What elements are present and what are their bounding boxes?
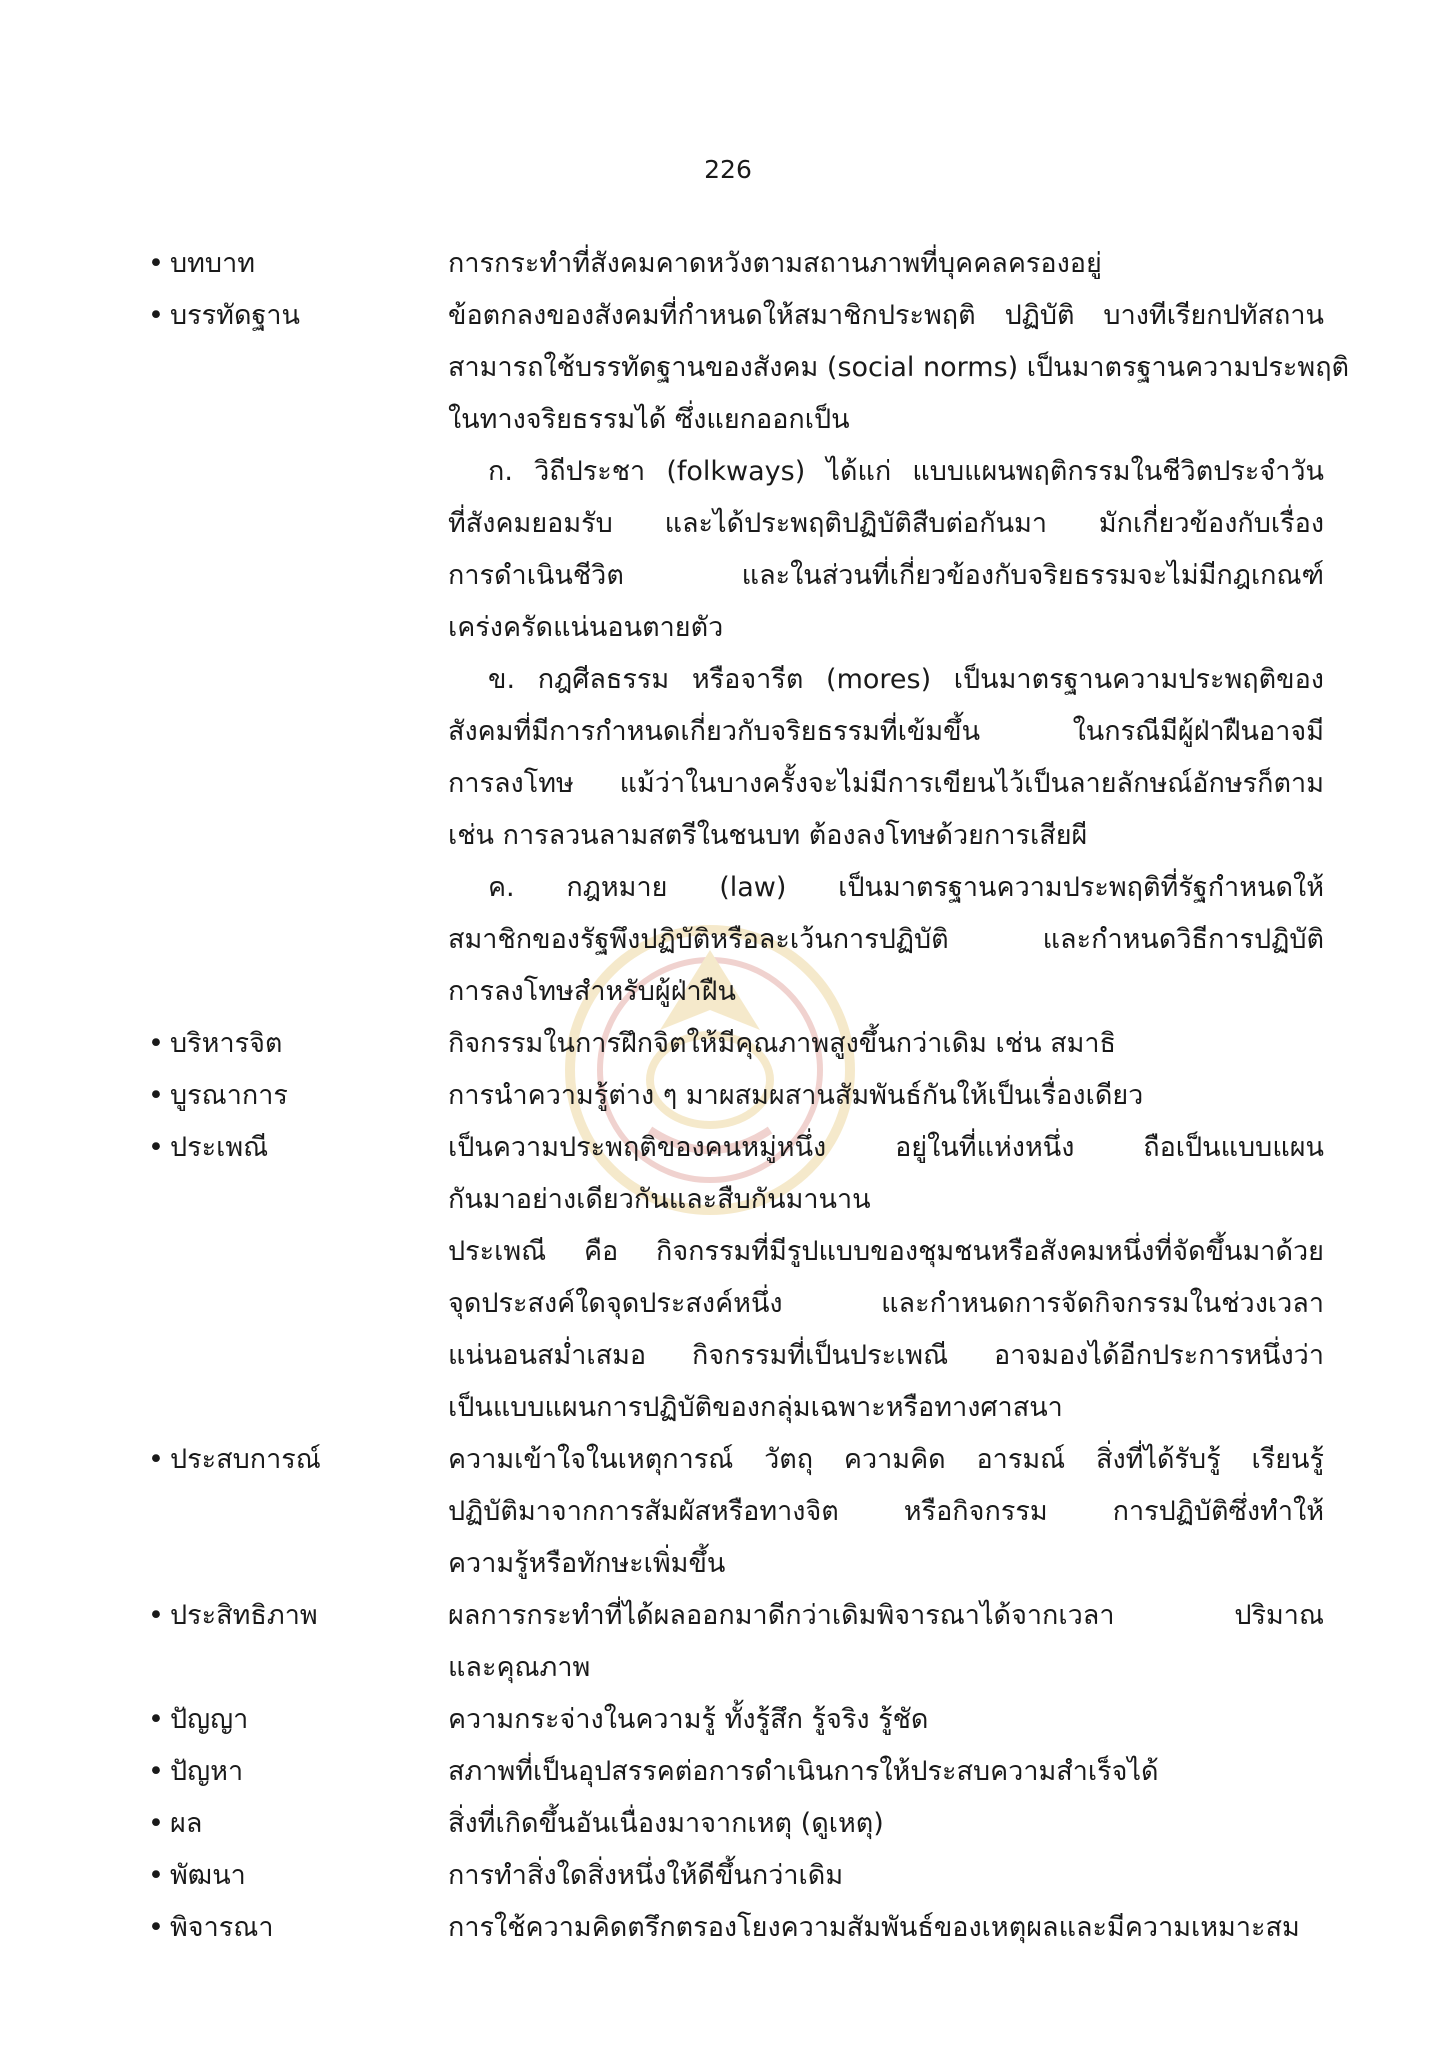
- definition-line: ผลการกระทำที่ได้ผลออกมาดีกว่าเดิมพิจารณาได้จากเวลา ปริมาณ: [448, 1600, 1324, 1631]
- glossary-definition: [448, 238, 1324, 290]
- glossary-term: [148, 1850, 428, 1902]
- definition-line: และคุณภาพ: [448, 1652, 591, 1683]
- definition-line: เป็นแบบแผนการปฏิบัติของกลุ่มเฉพาะหรือทางศาสนา: [448, 1392, 1063, 1423]
- definition-line: กิจกรรมในการฝึกจิตให้มีคุณภาพสูงขึ้นกว่าเดิม เช่น สมาธิ: [448, 1028, 1117, 1059]
- glossary-list: [0, 238, 1456, 1954]
- glossary-term: [148, 1746, 428, 1798]
- bullet-icon: •: [148, 1028, 164, 1059]
- glossary-term: [148, 1590, 428, 1642]
- glossary-term: [148, 290, 428, 342]
- definition-line: การดำเนินชีวิต และในส่วนที่เกี่ยวข้องกับจริยธรรมจะไม่มีกฎเกณฑ์: [448, 560, 1324, 591]
- glossary-term: [148, 1018, 428, 1070]
- glossary-definition: [448, 1070, 1324, 1122]
- definition-line: การกระทำที่สังคมคาดหวังตามสถานภาพที่บุคคลครองอยู่: [448, 248, 1102, 279]
- glossary-definition: [448, 1434, 1324, 1590]
- glossary-entry: [0, 1122, 1456, 1434]
- glossary-definition: [448, 1122, 1324, 1434]
- glossary-entry: [0, 1694, 1456, 1746]
- definition-line: การนำความรู้ต่าง ๆ มาผสมผสานสัมพันธ์กันให้เป็นเรื่องเดียว: [448, 1080, 1144, 1111]
- bullet-icon: •: [148, 1912, 164, 1943]
- glossary-definition: [448, 1694, 1324, 1746]
- definition-line: สังคมที่มีการกำหนดเกี่ยวกับจริยธรรมที่เข้มขึ้น ในกรณีมีผู้ฝ่าฝืนอาจมี: [448, 716, 1324, 747]
- definition-line: เคร่งครัดแน่นอนตายตัว: [448, 612, 724, 643]
- definition-line: เป็นความประพฤติของคนหมู่หนึ่ง อยู่ในที่แห่งหนึ่ง ถือเป็นแบบแผน: [448, 1132, 1324, 1163]
- definition-line: การใช้ความคิดตรึกตรองโยงความสัมพันธ์ของเหตุผลและมีความเหมาะสม: [448, 1912, 1300, 1943]
- glossary-entry: [0, 1070, 1456, 1122]
- bullet-icon: •: [148, 1808, 164, 1839]
- bullet-icon: •: [148, 300, 164, 331]
- bullet-icon: •: [148, 1704, 164, 1735]
- term-label: ปัญญา: [170, 1704, 249, 1735]
- definition-line: ข้อตกลงของสังคมที่กำหนดให้สมาชิกประพฤติ ปฏิบัติ บางทีเรียกปทัสถาน: [448, 300, 1324, 331]
- bullet-icon: •: [148, 1444, 164, 1475]
- glossary-definition: [448, 1018, 1324, 1070]
- definition-line: การลงโทษ แม้ว่าในบางครั้งจะไม่มีการเขียนไว้เป็นลายลักษณ์อักษรก็ตาม: [448, 768, 1324, 799]
- term-label: ประเพณี: [170, 1132, 269, 1163]
- term-label: ผล: [170, 1808, 203, 1839]
- definition-line: ค. กฎหมาย (law) เป็นมาตรฐานความประพฤติที่รัฐกำหนดให้: [488, 872, 1324, 903]
- glossary-entry: [0, 1018, 1456, 1070]
- definition-line: การลงโทษสำหรับผู้ฝ่าฝืน: [448, 976, 736, 1007]
- glossary-definition: [448, 1902, 1324, 1954]
- definition-line: ปฏิบัติมาจากการสัมผัสหรือทางจิต หรือกิจกรรม การปฏิบัติซึ่งทำให้: [448, 1496, 1324, 1527]
- glossary-term: [148, 238, 428, 290]
- glossary-entry: [0, 290, 1456, 1018]
- definition-line: จุดประสงค์ใดจุดประสงค์หนึ่ง และกำหนดการจัดกิจกรรมในช่วงเวลา: [448, 1288, 1324, 1319]
- page-number: 226: [704, 155, 752, 184]
- glossary-term: [148, 1434, 428, 1486]
- definition-line: แน่นอนสม่ำเสมอ กิจกรรมที่เป็นประเพณี อาจมองได้อีกประการหนึ่งว่า: [448, 1340, 1324, 1371]
- term-label: บูรณาการ: [170, 1080, 288, 1111]
- glossary-term: [148, 1694, 428, 1746]
- definition-line: ความรู้หรือทักษะเพิ่มขึ้น: [448, 1548, 726, 1579]
- term-label: ประสิทธิภาพ: [170, 1600, 318, 1631]
- glossary-entry: [0, 1590, 1456, 1694]
- glossary-definition: [448, 1850, 1324, 1902]
- definition-line: กันมาอย่างเดียวกันและสืบกันมานาน: [448, 1184, 871, 1215]
- glossary-term: [148, 1122, 428, 1174]
- definition-line: ความเข้าใจในเหตุการณ์ วัตถุ ความคิด อารมณ์ สิ่งที่ได้รับรู้ เรียนรู้: [448, 1444, 1324, 1475]
- definition-line: สภาพที่เป็นอุปสรรคต่อการดำเนินการให้ประสบความสำเร็จได้: [448, 1756, 1159, 1787]
- bullet-icon: •: [148, 1756, 164, 1787]
- definition-line: เช่น การลวนลามสตรีในชนบท ต้องลงโทษด้วยการเสียผี: [448, 820, 1088, 851]
- glossary-entry: [0, 1434, 1456, 1590]
- term-label: พัฒนา: [170, 1860, 246, 1891]
- term-label: บรรทัดฐาน: [170, 300, 300, 331]
- term-label: ปัญหา: [170, 1756, 244, 1787]
- glossary-entry: [0, 1798, 1456, 1850]
- bullet-icon: •: [148, 1600, 164, 1631]
- term-label: พิจารณา: [170, 1912, 274, 1943]
- glossary-definition: [448, 290, 1350, 1018]
- definition-line: สิ่งที่เกิดขึ้นอันเนื่องมาจากเหตุ (ดูเหตุ): [448, 1808, 884, 1839]
- definition-line: ความกระจ่างในความรู้ ทั้งรู้สึก รู้จริง รู้ชัด: [448, 1704, 929, 1735]
- definition-line: ในทางจริยธรรมได้ ซึ่งแยกออกเป็น: [448, 404, 850, 435]
- glossary-term: [148, 1798, 428, 1850]
- definition-line: ก. วิถีประชา (folkways) ได้แก่ แบบแผนพฤติกรรมในชีวิตประจำวัน: [488, 456, 1324, 487]
- glossary-definition: [448, 1746, 1324, 1798]
- glossary-term: [148, 1070, 428, 1122]
- glossary-entry: [0, 1746, 1456, 1798]
- definition-line: ประเพณี คือ กิจกรรมที่มีรูปแบบของชุมชนหรือสังคมหนึ่งที่จัดขึ้นมาด้วย: [448, 1236, 1324, 1267]
- definition-line: ที่สังคมยอมรับ และได้ประพฤติปฏิบัติสืบต่อกันมา มักเกี่ยวข้องกับเรื่อง: [448, 508, 1324, 539]
- glossary-entry: [0, 1902, 1456, 1954]
- definition-line: สมาชิกของรัฐพึงปฏิบัติหรือละเว้นการปฏิบัติ และกำหนดวิธีการปฏิบัติ: [448, 924, 1324, 955]
- bullet-icon: •: [148, 1860, 164, 1891]
- bullet-icon: •: [148, 1080, 164, 1111]
- term-label: บริหารจิต: [170, 1028, 283, 1059]
- glossary-term: [148, 1902, 428, 1954]
- definition-line: สามารถใช้บรรทัดฐานของสังคม (social norms) เป็นมาตรฐานความประพฤติ: [448, 352, 1350, 383]
- glossary-definition: [448, 1798, 1324, 1850]
- definition-line: การทำสิ่งใดสิ่งหนึ่งให้ดีขึ้นกว่าเดิม: [448, 1860, 844, 1891]
- term-label: บทบาท: [170, 248, 256, 279]
- definition-line: ข. กฎศีลธรรม หรือจารีต (mores) เป็นมาตรฐานความประพฤติของ: [488, 664, 1324, 695]
- glossary-entry: [0, 1850, 1456, 1902]
- bullet-icon: •: [148, 1132, 164, 1163]
- term-label: ประสบการณ์: [170, 1444, 321, 1475]
- bullet-icon: •: [148, 248, 164, 279]
- glossary-definition: [448, 1590, 1324, 1694]
- glossary-entry: [0, 238, 1456, 290]
